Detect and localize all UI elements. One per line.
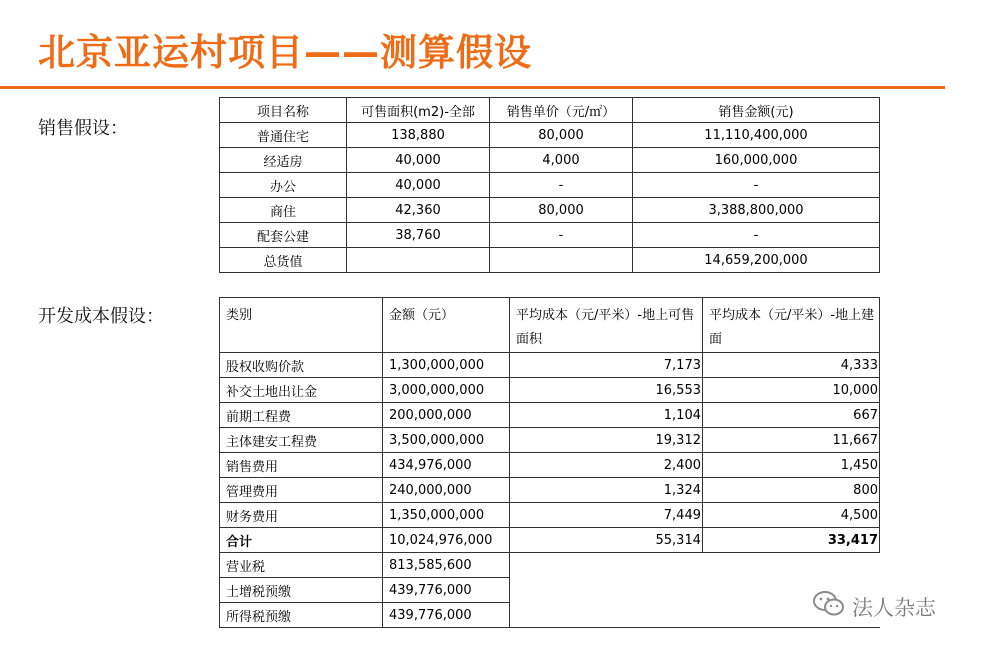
cost-cell: 667 [703, 403, 880, 428]
watermark [812, 590, 936, 623]
tax-cell: 所得税预缴 [220, 603, 383, 628]
sales-cell: 4,000 [490, 148, 633, 173]
cost-row [220, 378, 880, 403]
cost-total-row [220, 528, 880, 553]
cost-cell: 55,314 [510, 528, 703, 553]
empty-cell [510, 553, 880, 578]
page-title: 北京亚运村项目——测算假设 [38, 31, 532, 74]
cost-cell: 7,173 [510, 353, 703, 378]
cost-cell: 19,312 [510, 428, 703, 453]
cost-row [220, 453, 880, 478]
cost-cell: 财务费用 [220, 503, 383, 528]
sales-cell: - [490, 173, 633, 198]
cost-table [219, 297, 880, 628]
sales-cell: 40,000 [347, 148, 490, 173]
cost-cell: 11,667 [703, 428, 880, 453]
sales-cell: - [490, 223, 633, 248]
sales-row [220, 173, 880, 198]
cost-row [220, 403, 880, 428]
cost-cell: 股权收购价款 [220, 353, 383, 378]
cost-header-cell: 平均成本（元/平米）-地上建面 [703, 298, 880, 353]
cost-cell: 主体建安工程费 [220, 428, 383, 453]
tax-cell: 439,776,000 [383, 578, 510, 603]
cost-header-cell: 金额（元） [383, 298, 510, 353]
sales-cell: 总货值 [220, 248, 347, 273]
cost-cell: 3,000,000,000 [383, 378, 510, 403]
sales-table [219, 97, 880, 273]
sales-cell: 经适房 [220, 148, 347, 173]
sales-cell: 办公 [220, 173, 347, 198]
cost-cell: 3,500,000,000 [383, 428, 510, 453]
cost-row [220, 503, 880, 528]
cost-cell: 补交土地出让金 [220, 378, 383, 403]
sales-cell: 80,000 [490, 198, 633, 223]
tax-cell: 营业税 [220, 553, 383, 578]
cost-header-cell: 类别 [220, 298, 383, 353]
cost-cell: 800 [703, 478, 880, 503]
cost-header-cell: 平均成本（元/平米）-地上可售面积 [510, 298, 703, 353]
sales-cell: 3,388,800,000 [633, 198, 880, 223]
tax-row [220, 578, 880, 603]
tax-row [220, 603, 880, 628]
cost-cell: 1,104 [510, 403, 703, 428]
cost-cell: 1,300,000,000 [383, 353, 510, 378]
sales-cell: 40,000 [347, 173, 490, 198]
sales-header-cell: 可售面积(m2)-全部 [347, 98, 490, 123]
sales-cell: 14,659,200,000 [633, 248, 880, 273]
cost-row [220, 353, 880, 378]
title-divider [0, 86, 945, 89]
sales-row [220, 223, 880, 248]
watermark-text: 法人杂志 [852, 595, 936, 620]
cost-row [220, 428, 880, 453]
cost-cell: 434,976,000 [383, 453, 510, 478]
cost-cell: 10,024,976,000 [383, 528, 510, 553]
cost-header-row [220, 298, 880, 353]
tax-cell: 813,585,600 [383, 553, 510, 578]
cost-cell: 前期工程费 [220, 403, 383, 428]
sales-cell: 11,110,400,000 [633, 123, 880, 148]
sales-row [220, 123, 880, 148]
sales-cell: - [633, 173, 880, 198]
cost-cell: 4,333 [703, 353, 880, 378]
sales-cell: 38,760 [347, 223, 490, 248]
sales-cell: 配套公建 [220, 223, 347, 248]
sales-cell: 138,880 [347, 123, 490, 148]
cost-section-label: 开发成本假设： [38, 306, 164, 327]
cost-cell: 2,400 [510, 453, 703, 478]
cost-cell: 1,450 [703, 453, 880, 478]
sales-cell [490, 248, 633, 273]
cost-cell: 1,324 [510, 478, 703, 503]
sales-header-cell: 项目名称 [220, 98, 347, 123]
sales-row [220, 148, 880, 173]
sales-cell: 商住 [220, 198, 347, 223]
sales-header-row [220, 98, 880, 123]
sales-cell: 42,360 [347, 198, 490, 223]
cost-cell: 合计 [220, 528, 383, 553]
cost-cell: 4,500 [703, 503, 880, 528]
sales-cell: 80,000 [490, 123, 633, 148]
sales-cell: - [633, 223, 880, 248]
tax-row [220, 553, 880, 578]
sales-section-label: 销售假设： [38, 118, 128, 139]
cost-cell: 管理费用 [220, 478, 383, 503]
tax-cell: 439,776,000 [383, 603, 510, 628]
sales-cell [347, 248, 490, 273]
cost-cell: 240,000,000 [383, 478, 510, 503]
cost-cell: 7,449 [510, 503, 703, 528]
cost-cell: 销售费用 [220, 453, 383, 478]
tax-cell: 土增税预缴 [220, 578, 383, 603]
sales-header-cell: 销售单价（元/㎡） [490, 98, 633, 123]
cost-cell: 33,417 [703, 528, 880, 553]
cost-cell: 200,000,000 [383, 403, 510, 428]
cost-cell: 16,553 [510, 378, 703, 403]
wechat-icon [812, 590, 852, 623]
sales-cell: 160,000,000 [633, 148, 880, 173]
cost-cell: 1,350,000,000 [383, 503, 510, 528]
sales-cell: 普通住宅 [220, 123, 347, 148]
sales-row [220, 198, 880, 223]
cost-cell: 10,000 [703, 378, 880, 403]
sales-total-row [220, 248, 880, 273]
sales-header-cell: 销售金额(元) [633, 98, 880, 123]
cost-row [220, 478, 880, 503]
